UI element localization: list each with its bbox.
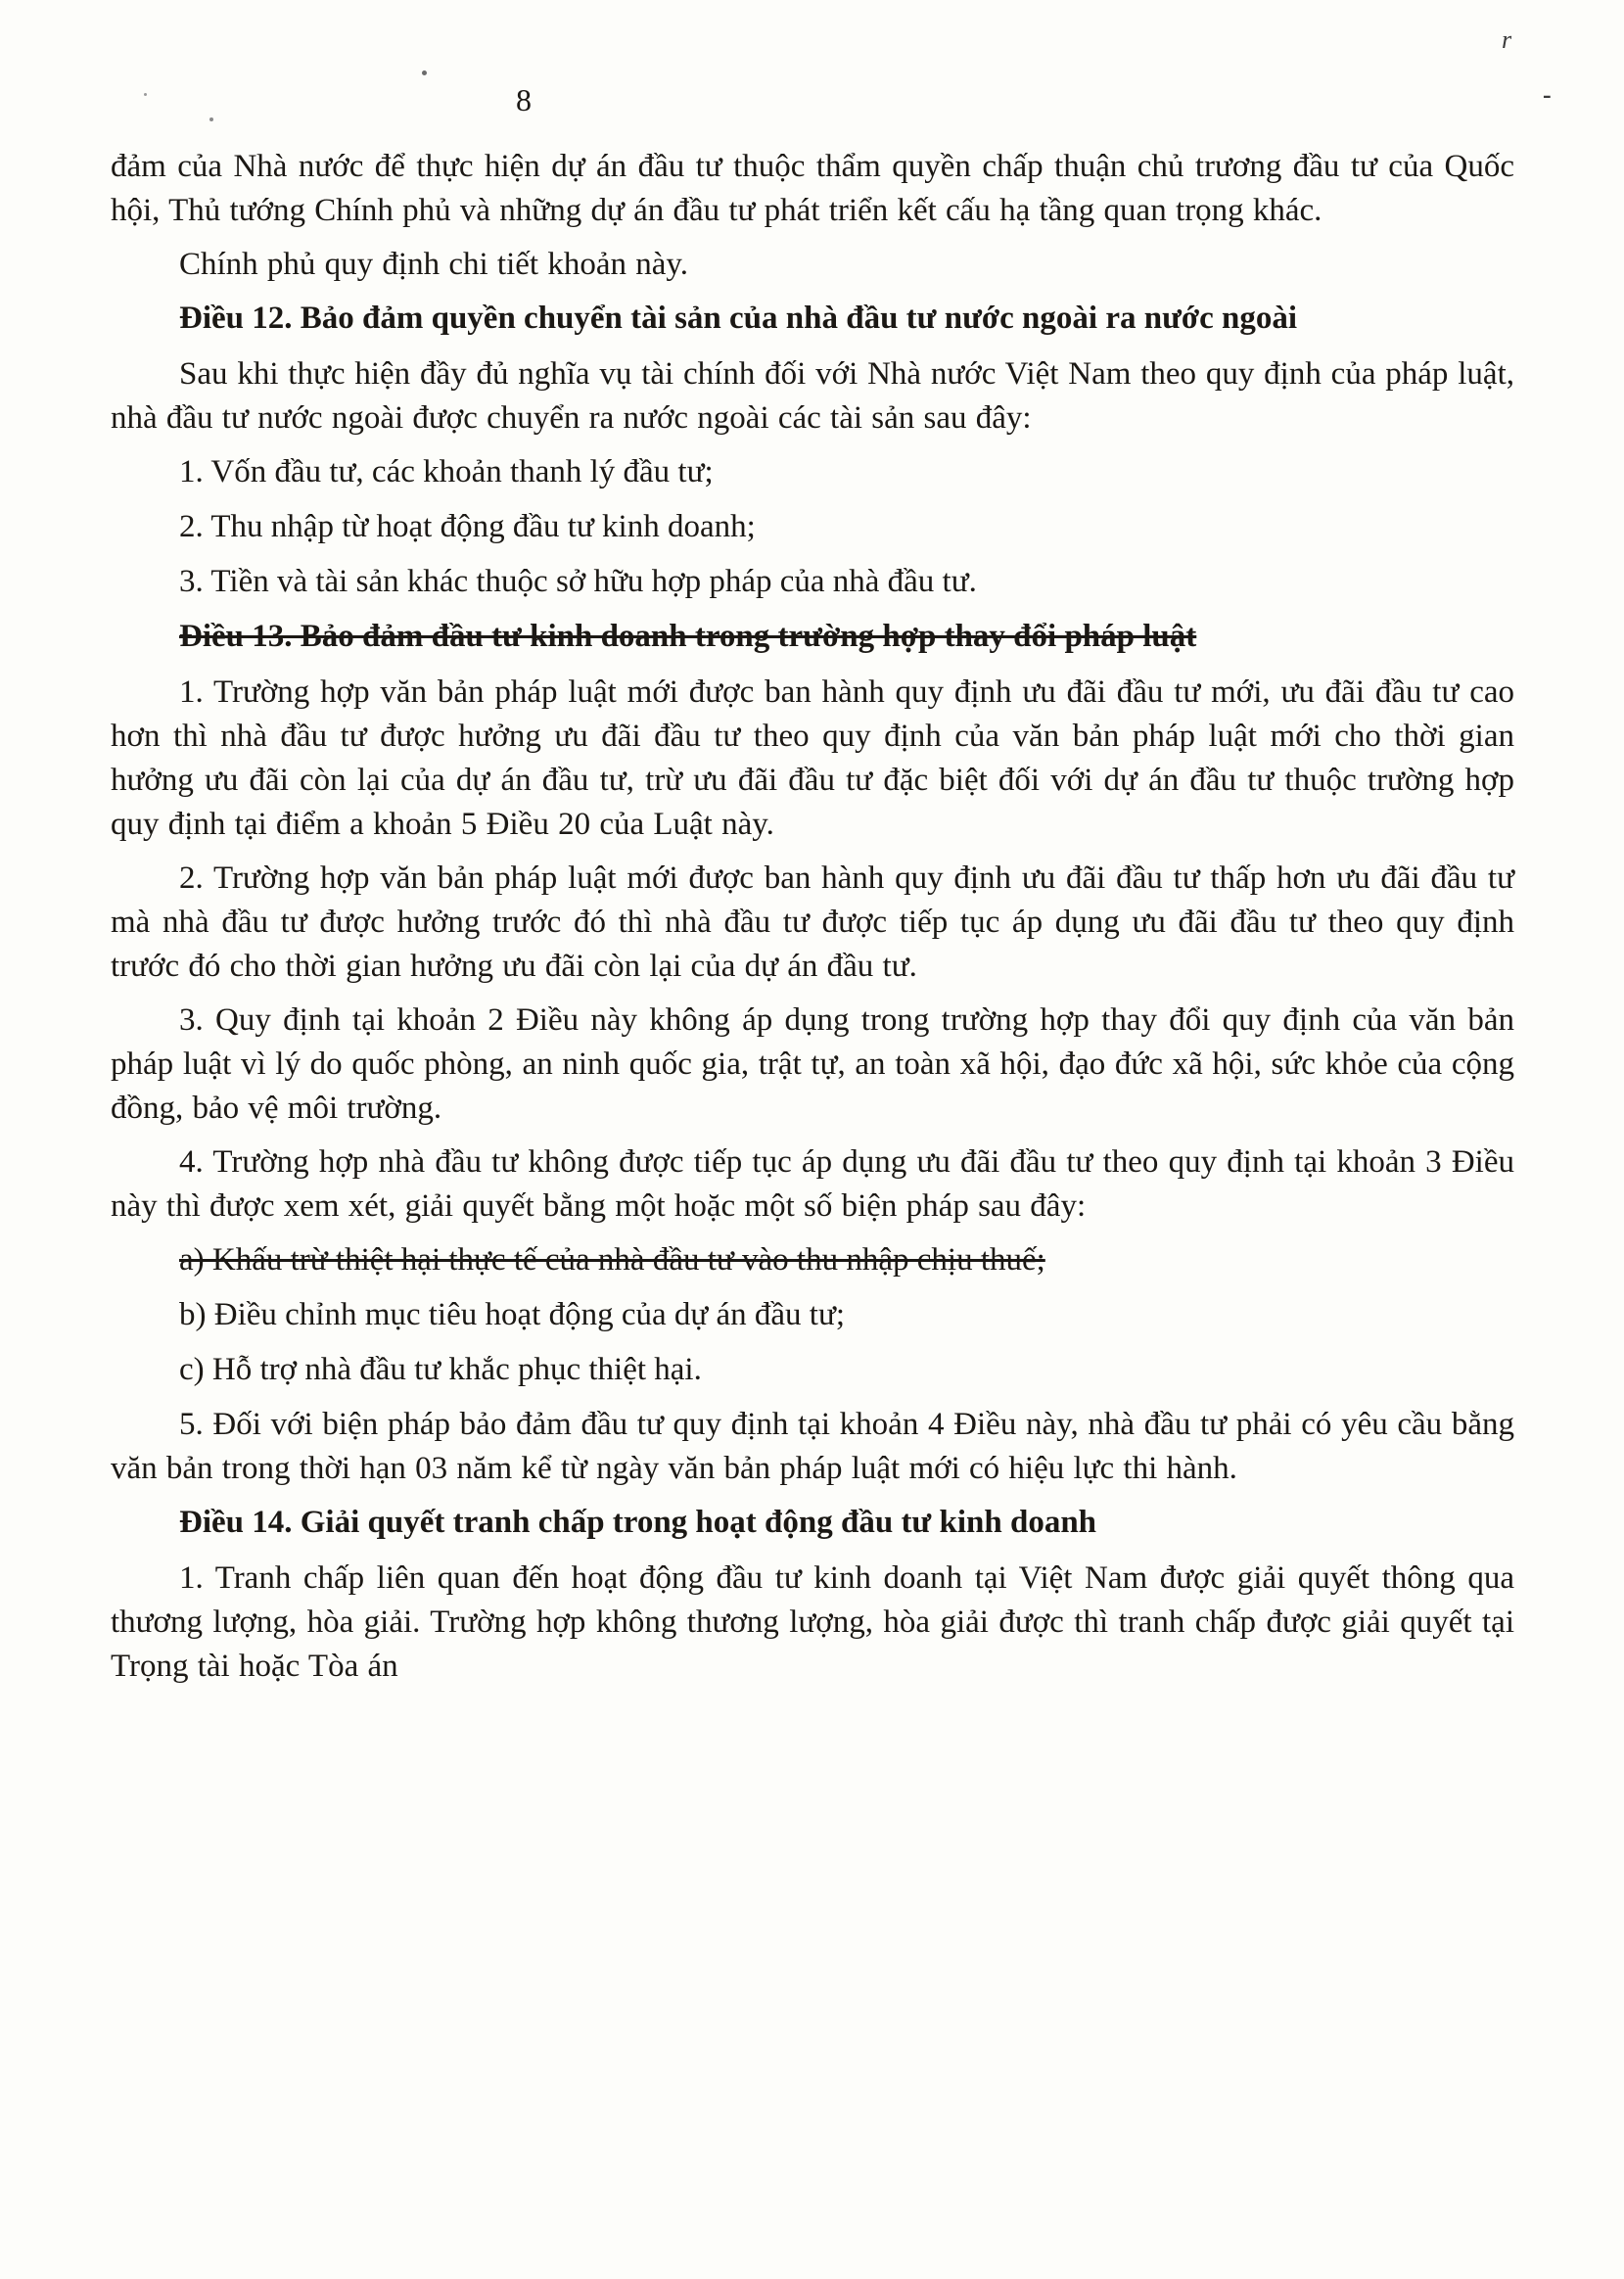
paragraph: 2. Trường hợp văn bản pháp luật mới được ban hành quy định ưu đãi đầu tư thấp hơn ưu đãi đầu tư mà nhà đầu tư được hưởng trước đó thì nhà đầu tư được tiếp tục áp dụng ưu đãi đầu tư theo quy định trước đó cho thời gian hưởng ưu đãi còn lại của dự án đầu tư. [111,860,1514,984]
paragraph: 1. Trường hợp văn bản pháp luật mới được ban hành quy định ưu đãi đầu tư mới, ưu đãi đầu tư cao hơn thì nhà đầu tư được hưởng ưu đãi đầu tư theo quy định của văn bản pháp luật mới cho thời gian hưởng ưu đãi còn lại của dự án đầu tư, trừ ưu đãi đầu tư đặc biệt đối với dự án đầu tư thuộc trường hợp quy định tại điểm a khoản 5 Điều 20 của Luật này. [111,674,1514,842]
paragraph: Sau khi thực hiện đầy đủ nghĩa vụ tài chính đối với Nhà nước Việt Nam theo quy định của pháp luật, nhà đầu tư nước ngoài được chuyển ra nước ngoài các tài sản sau đây: [111,356,1514,436]
scan-artifact-dash: - [1543,80,1552,109]
scan-artifact-mark: r [1502,25,1512,54]
paragraph: 5. Đối với biện pháp bảo đảm đầu tư quy định tại khoản 4 Điều này, nhà đầu tư phải có yêu cầu bằng văn bản trong thời hạn 03 năm kể từ ngày văn bản pháp luật mới có hiệu lực thi hành. [111,1407,1514,1486]
paragraph: 3. Quy định tại khoản 2 Điều này không áp dụng trong trường hợp thay đổi quy định của văn bản pháp luật vì lý do quốc phòng, an ninh quốc gia, trật tự, an toàn xã hội, đạo đức xã hội, sức khỏe của cộng đồng, bảo vệ môi trường. [111,1002,1514,1126]
list-item-struck: a) Khấu trừ thiệt hại thực tế của nhà đầu tư vào thu nhập chịu thuế; [179,1242,1045,1278]
page-number: 8 [516,82,532,117]
article-12-heading: Điều 12. Bảo đảm quyền chuyển tài sản của nhà đầu tư nước ngoài ra nước ngoài [179,301,1298,336]
scan-speck [144,93,147,96]
list-item: 2. Thu nhập từ hoạt động đầu tư kinh doanh; [179,509,756,544]
paragraph-continuation: đảm của Nhà nước để thực hiện dự án đầu tư thuộc thẩm quyền chấp thuận chủ trương đầu tư của Quốc hội, Thủ tướng Chính phủ và những dự án đầu tư phát triển kết cấu hạ tầng quan trọng khác. [111,149,1514,228]
paragraph: 1. Tranh chấp liên quan đến hoạt động đầu tư kinh doanh tại Việt Nam được giải quyết thông qua thương lượng, hòa giải. Trường hợp không thương lượng, hòa giải được thì tranh chấp được giải quyết tại Trọng tài hoặc Tòa án [111,1560,1514,1684]
document-body [111,145,1514,1698]
list-item: 3. Tiền và tài sản khác thuộc sở hữu hợp pháp của nhà đầu tư. [179,564,977,599]
list-item: 1. Vốn đầu tư, các khoản thanh lý đầu tư; [179,454,714,489]
list-item: b) Điều chỉnh mục tiêu hoạt động của dự án đầu tư; [179,1297,846,1332]
paragraph: Chính phủ quy định chi tiết khoản này. [179,247,688,282]
paragraph: 4. Trường hợp nhà đầu tư không được tiếp tục áp dụng ưu đãi đầu tư theo quy định tại khoản 3 Điều này thì được xem xét, giải quyết bằng một hoặc một số biện pháp sau đây: [111,1144,1514,1224]
list-item: c) Hỗ trợ nhà đầu tư khắc phục thiệt hại. [179,1352,702,1387]
scan-speck [422,70,427,75]
scan-speck [209,117,213,121]
article-13-heading-struck: Điều 13. Bảo đảm đầu tư kinh doanh trong trường hợp thay đổi pháp luật [179,619,1197,654]
article-14-heading: Điều 14. Giải quyết tranh chấp trong hoạt động đầu tư kinh doanh [179,1505,1097,1540]
